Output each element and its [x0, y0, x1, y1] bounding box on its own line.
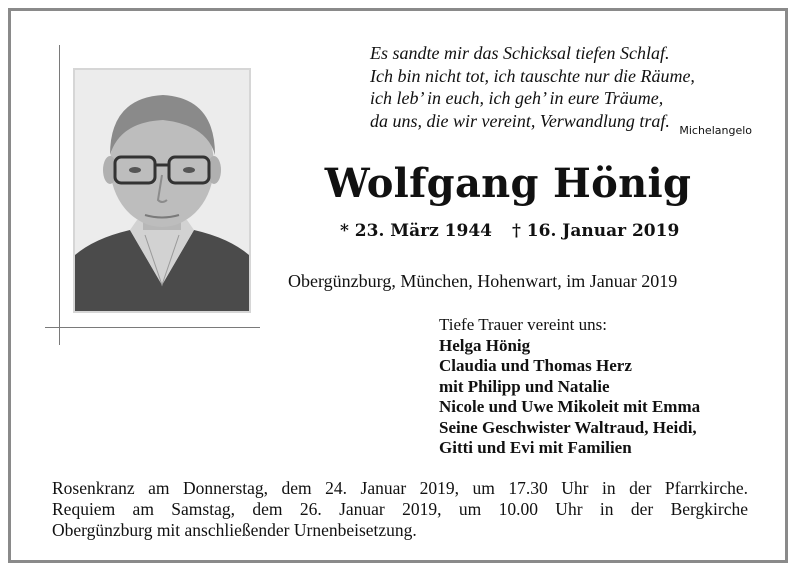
mourner-name: mit Philipp und Natalie	[439, 376, 610, 396]
poem-line: da uns, die wir vereint, Verwandlung traf.	[370, 110, 670, 131]
poem	[370, 42, 755, 132]
place-and-date: Obergünzburg, München, Hohenwart, im Januar 2019	[288, 271, 678, 291]
mourner-name: Helga Hönig	[439, 335, 531, 355]
service-line: Rosenkranz am Donnerstag, dem 24. Januar 2019, um 17.30 Uhr in der Pfarrkirche.	[52, 478, 748, 498]
birth-date: * 23. März 1944	[340, 221, 492, 241]
service-details	[52, 478, 748, 541]
mourner-name: Gitti und Evi mit Familien	[439, 438, 632, 457]
deceased-name: Wolfgang Hönig	[324, 160, 692, 207]
portrait-photo	[73, 68, 251, 313]
death-date: † 16. Januar 2019	[512, 221, 680, 241]
mourners-block	[439, 315, 769, 459]
service-line: Requiem am Samstag, dem 26. Januar 2019, um 10.00 Uhr in der Bergkirche	[52, 499, 748, 519]
life-dates	[340, 221, 700, 241]
mourner-name: Nicole und Uwe Mikoleit mit Emma	[439, 397, 701, 416]
mourner-name: Seine Geschwister Waltraud, Heidi,	[439, 417, 697, 437]
poem-line: Es sandte mir das Schicksal tiefen Schlaf.	[370, 43, 670, 63]
poem-line: Ich bin nicht tot, ich tauschte nur die Räume,	[370, 65, 695, 86]
poem-line: ich leb’ in euch, ich geh’ in eure Träume,	[370, 88, 664, 108]
decorative-horizontal-line	[45, 327, 260, 328]
poem-author: Michelangelo	[679, 124, 752, 137]
service-line: Obergünzburg mit anschließender Urnenbeisetzung.	[52, 520, 417, 540]
mourner-name: Claudia und Thomas Herz	[439, 356, 632, 375]
decorative-vertical-line	[59, 45, 60, 345]
mourners-intro: Tiefe Trauer vereint uns:	[439, 315, 607, 334]
